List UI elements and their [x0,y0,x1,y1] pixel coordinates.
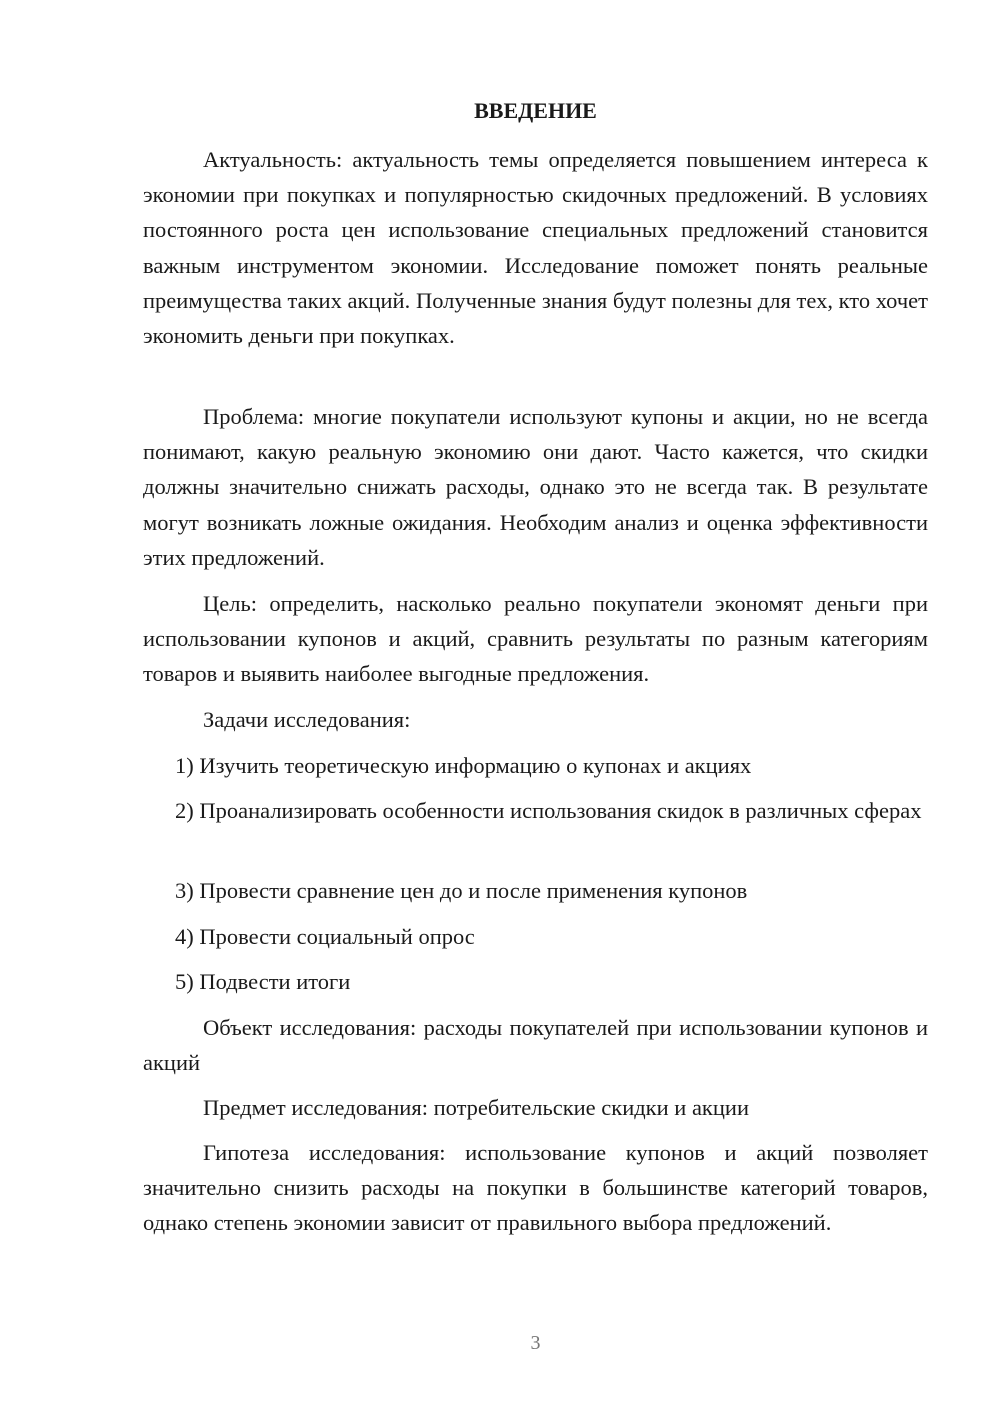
task-item-3: 3) Провести сравнение цен до и после применения купонов [175,878,748,903]
tasks-heading: Задачи исследования: [203,707,411,732]
task-item-5: 5) Подвести итоги [175,969,351,994]
task-item-1: 1) Изучить теоретическую информацию о купонах и акциях [175,753,752,778]
paragraph-subject: Предмет исследования: потребительские скидки и акции [203,1095,749,1120]
paragraph-object: Объект исследования: расходы покупателей при использовании купонов и акций [143,1015,928,1076]
task-item-4: 4) Провести социальный опрос [175,924,475,949]
paragraph-problem: Проблема: многие покупатели используют купоны и акции, но не всегда понимают, какую реальную экономию они дают. Часто кажется, что скидки должны значительно снижать расходы, однако это не всегда так. В результате могут возникать ложные ожидания. Необходим анализ и оценка эффективности этих предложений. [143,404,928,570]
paragraph-relevance: Актуальность: актуальность темы определяется повышением интереса к экономии при покупках и популярностью скидочных предложений. В условиях постоянного роста цен использование специальных предложений становится важным инструментом экономии. Исследование поможет понять реальные преимущества таких акций. Полученные знания будут полезны для тех, кто хочет экономить деньги при покупках. [143,147,928,349]
paragraph-hypothesis: Гипотеза исследования: использование купонов и акций позволяет значительно снизить расходы на покупки в большинстве категорий товаров, однако степень экономии зависит от правильного выбора предложений. [143,1140,928,1236]
document-page [143,0,928,1414]
task-item-2: 2) Проанализировать особенности использования скидок в различных сферах [175,798,922,823]
page-number: 3 [530,1332,541,1354]
paragraph-goal: Цель: определить, насколько реально покупатели экономят деньги при использовании купонов и акций, сравнить результаты по разным категориям товаров и выявить наиболее выгодные предложения. [143,591,928,687]
page-title: ВВЕДЕНИЕ [474,98,597,123]
